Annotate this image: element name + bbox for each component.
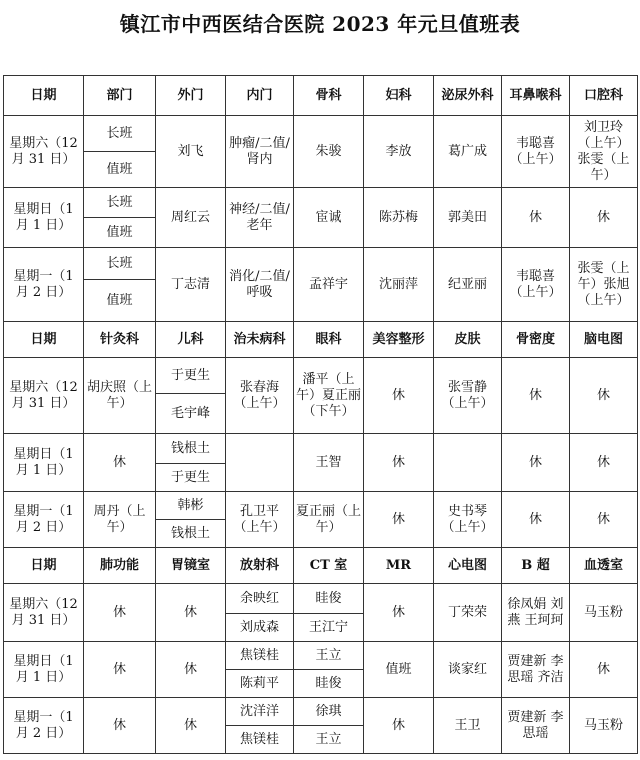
table-cell: 刘成森 [226, 614, 294, 642]
table-cell: 丁荣荣 [434, 584, 502, 642]
table-cell: 消化/二值/呼吸 [226, 248, 294, 322]
table-cell: 休 [84, 584, 156, 642]
table-cell: 贾建新 李思瑶 [502, 698, 570, 754]
shift-cell: 值班 [84, 152, 156, 188]
col-header: 耳鼻喉科 [502, 76, 570, 116]
table-cell: 刘飞 [156, 116, 226, 188]
date-cell: 星期六（12 月 31 日） [4, 358, 84, 434]
table-cell: 夏正丽（上午） [294, 492, 364, 548]
table-row [4, 492, 638, 520]
table-cell: 周丹（上午） [84, 492, 156, 548]
date-cell: 星期一（1 月 2 日） [4, 492, 84, 548]
col-header: 骨密度 [502, 322, 570, 358]
table-row [4, 248, 638, 280]
table-row [4, 116, 638, 152]
col-header: 脑电图 [570, 322, 638, 358]
table-row [4, 642, 638, 670]
table-cell [226, 434, 294, 492]
table-cell: 休 [502, 358, 570, 434]
table-cell: 王立 [294, 726, 364, 754]
table-cell: 于更生 [156, 464, 226, 492]
table-row [4, 434, 638, 464]
table-cell: 休 [364, 434, 434, 492]
col-header: B 超 [502, 548, 570, 584]
date-cell: 星期六（12 月 31 日） [4, 584, 84, 642]
table-row [4, 698, 638, 726]
col-header: 泌尿外科 [434, 76, 502, 116]
table-cell: 孔卫平（上午） [226, 492, 294, 548]
col-header: 血透室 [570, 548, 638, 584]
col-header: 内门 [226, 76, 294, 116]
table-cell: 钱根土 [156, 434, 226, 464]
table-cell: 休 [84, 642, 156, 698]
table-cell: 休 [156, 642, 226, 698]
col-header: 放射科 [226, 548, 294, 584]
table-cell [434, 434, 502, 492]
duty-table [3, 75, 638, 754]
table-cell: 焦镁桂 [226, 726, 294, 754]
table-cell: 焦镁桂 [226, 642, 294, 670]
page-title: 镇江市中西医结合医院 2023 年元旦值班表 [119, 12, 521, 36]
section1-header-row [4, 76, 638, 116]
shift-cell: 长班 [84, 248, 156, 280]
table-cell: 陈莉平 [226, 670, 294, 698]
table-row [4, 358, 638, 394]
col-header: 骨科 [294, 76, 364, 116]
table-cell: 马玉粉 [570, 584, 638, 642]
table-cell: 肿瘤/二值/肾内 [226, 116, 294, 188]
table-cell: 徐凤娟 刘燕 王珂珂 [502, 584, 570, 642]
col-header: 部门 [84, 76, 156, 116]
table-cell: 休 [502, 434, 570, 492]
date-cell: 星期一（1 月 2 日） [4, 248, 84, 322]
table-cell: 眭俊 [294, 670, 364, 698]
table-cell: 休 [84, 698, 156, 754]
table-cell: 毛宇峰 [156, 394, 226, 434]
shift-cell: 值班 [84, 280, 156, 322]
table-row [4, 188, 638, 218]
table-cell: 胡庆照（上午） [84, 358, 156, 434]
table-cell: 贾建新 李思瑶 齐洁 [502, 642, 570, 698]
table-cell: 史书琴（上午） [434, 492, 502, 548]
table-cell: 徐琪 [294, 698, 364, 726]
table-cell: 王卫 [434, 698, 502, 754]
table-cell: 王江宁 [294, 614, 364, 642]
table-cell: 值班 [364, 642, 434, 698]
col-header: 日期 [4, 548, 84, 584]
table-cell: 休 [570, 434, 638, 492]
table-cell: 陈苏梅 [364, 188, 434, 248]
table-cell: 丁志清 [156, 248, 226, 322]
col-header: 心电图 [434, 548, 502, 584]
table-cell: 马玉粉 [570, 698, 638, 754]
date-cell: 星期日（1 月 1 日） [4, 188, 84, 248]
date-cell: 星期一（1 月 2 日） [4, 698, 84, 754]
table-cell: 郭美田 [434, 188, 502, 248]
table-cell: 休 [364, 584, 434, 642]
table-cell: 休 [502, 492, 570, 548]
table-cell: 于更生 [156, 358, 226, 394]
col-header: 胃镜室 [156, 548, 226, 584]
table-cell: 沈洋洋 [226, 698, 294, 726]
col-header: 口腔科 [570, 76, 638, 116]
table-cell: 谈家红 [434, 642, 502, 698]
table-cell: 张雯（上午）张旭（上午） [570, 248, 638, 322]
table-cell: 休 [364, 698, 434, 754]
table-cell: 休 [570, 188, 638, 248]
table-cell: 潘平（上午）夏正丽（下午） [294, 358, 364, 434]
col-header: 儿科 [156, 322, 226, 358]
table-cell: 余映红 [226, 584, 294, 614]
table-cell: 纪亚丽 [434, 248, 502, 322]
col-header: CT 室 [294, 548, 364, 584]
table-cell: 宦诚 [294, 188, 364, 248]
col-header: 肺功能 [84, 548, 156, 584]
table-cell: 休 [364, 358, 434, 434]
table-cell: 休 [570, 358, 638, 434]
table-cell: 沈丽萍 [364, 248, 434, 322]
table-cell: 葛广成 [434, 116, 502, 188]
table-cell: 眭俊 [294, 584, 364, 614]
date-cell: 星期六（12 月 31 日） [4, 116, 84, 188]
table-cell: 张雪静（上午） [434, 358, 502, 434]
table-cell: 孟祥宇 [294, 248, 364, 322]
section3-header-row [4, 548, 638, 584]
col-header: 针灸科 [84, 322, 156, 358]
date-cell: 星期日（1 月 1 日） [4, 642, 84, 698]
table-cell: 朱骏 [294, 116, 364, 188]
table-cell: 韩彬 [156, 492, 226, 520]
col-header: 皮肤 [434, 322, 502, 358]
col-header: 治未病科 [226, 322, 294, 358]
table-cell: 休 [84, 434, 156, 492]
table-cell: 神经/二值/老年 [226, 188, 294, 248]
table-cell: 钱根土 [156, 520, 226, 548]
table-cell: 休 [502, 188, 570, 248]
table-cell: 休 [156, 584, 226, 642]
col-header: 眼科 [294, 322, 364, 358]
date-cell: 星期日（1 月 1 日） [4, 434, 84, 492]
col-header: MR [364, 548, 434, 584]
table-row [4, 584, 638, 614]
table-cell: 王智 [294, 434, 364, 492]
table-cell: 休 [156, 698, 226, 754]
table-cell: 周红云 [156, 188, 226, 248]
col-header: 妇科 [364, 76, 434, 116]
table-cell: 休 [364, 492, 434, 548]
col-header: 美容整形 [364, 322, 434, 358]
table-cell: 张春海（上午） [226, 358, 294, 434]
col-header: 日期 [4, 76, 84, 116]
section2-header-row [4, 322, 638, 358]
table-cell: 李放 [364, 116, 434, 188]
shift-cell: 值班 [84, 218, 156, 248]
shift-cell: 长班 [84, 116, 156, 152]
table-cell: 韦聪喜（上午） [502, 116, 570, 188]
col-header: 日期 [4, 322, 84, 358]
table-cell: 休 [570, 642, 638, 698]
table-cell: 王立 [294, 642, 364, 670]
table-cell: 刘卫玲（上午）张雯（上午） [570, 116, 638, 188]
table-cell: 休 [570, 492, 638, 548]
table-cell: 韦聪喜（上午） [502, 248, 570, 322]
shift-cell: 长班 [84, 188, 156, 218]
col-header: 外门 [156, 76, 226, 116]
